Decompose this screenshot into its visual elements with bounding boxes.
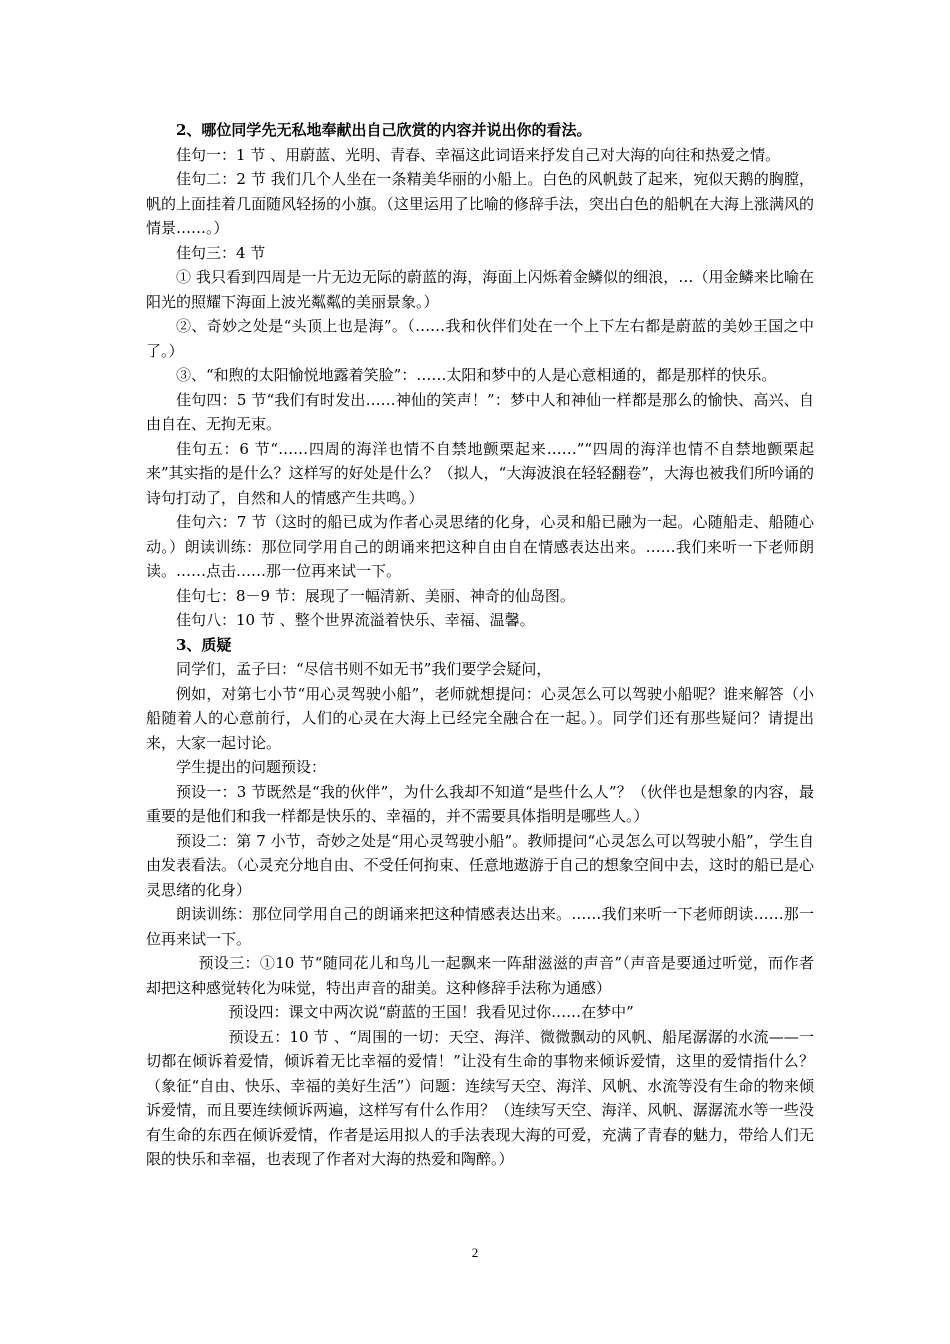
paragraph: 学生提出的问题预设： bbox=[176, 758, 327, 776]
paragraph: 佳句六：7 节（这时的船已成为作者心灵思绪的化身，心灵和船已融为一起。心随船走、船随心动。）朗读训练：那位同学用自己的朗诵来把这种自由自在情感表达出来。……我们来听一下老师朗读。……点击……那一位再来试一下。 bbox=[146, 513, 814, 580]
paragraph: 佳句七：8－9 节：展现了一幅清新、美丽、神奇的仙岛图。 bbox=[176, 586, 575, 605]
paragraph: ③、“和煦的太阳愉悦地露着笑脸”：……太阳和梦中的人是心意相通的，都是那样的快乐。 bbox=[176, 366, 777, 384]
paragraph: 预设二：第 7 小节，奇妙之处是“用心灵驾驶小船”。教师提问“心灵怎么可以驾驶小船”，学生自由发表看法。（心灵充分地自由、不受任何拘束、任意地遨游于自己的想象空间中去，这时的船已是心灵思绪的化身） bbox=[146, 831, 814, 899]
paragraph: 预设三：①10 节“随同花儿和鸟儿一起飘来一阵甜滋滋的声音”（声音是要通过听觉，而作者却把这种感觉转化为味觉，特出声音的甜美。这种修辞手法称为通感） bbox=[146, 954, 814, 997]
paragraph: 佳句五：6 节“……四周的海洋也情不自禁地颤栗起来……”“四周的海洋也情不自禁地颤栗起来”其实指的是什么？这样写的好处是什么？（拟人，“大海波浪在轻轻翻卷”，大海也被我们所吟诵的诗句打动了，自然和人的情感产生共鸣。） bbox=[146, 439, 815, 507]
section-heading-2: 2、哪位同学先无私地奉献出自己欣赏的内容并说出你的看法。 bbox=[176, 121, 592, 139]
page-number: 2 bbox=[471, 1245, 479, 1260]
paragraph: 预设五：10 节 、“周围的一切：天空、海洋、微微飘动的风帆、船尾潺潺的水流——一切都在倾诉着爱情，倾诉着无比幸福的爱情！”让没有生命的事物来倾诉爱情，这里的爱情指什么？（象征“自由、快乐、幸福的美好生活”）问题：连续写天空、海洋、风帆、水流等没有生命的物来倾诉爱情，而且要连续倾诉两遍，这样写有什么作用？（连续写天空、海洋、风帆、潺潺流水等一些没有生命的东西在倾诉爱情，作者是运用拟人的手法表现大海的可爱，充满了青春的魅力，带给人们无限的快乐和幸福，也表现了作者对大海的热爱和陶醉。） bbox=[146, 1027, 814, 1168]
paragraph: 佳句一：1 节 、用蔚蓝、光明、青春、幸福这此词语来抒发自己对大海的向往和热爱之情。 bbox=[176, 145, 781, 164]
paragraph: 佳句八：10 节 、整个世界流溢着快乐、幸福、温馨。 bbox=[176, 611, 535, 629]
paragraph: 同学们，孟子曰：“尽信书则不如无书”我们要学会疑问， bbox=[176, 660, 552, 678]
paragraph: 例如，对第七小节“用心灵驾驶小船”，老师就想提问：心灵怎么可以驾驶小船呢？谁来解答（小船随着人的心意前行，人们的心灵在大海上已经完全融合在一起。）。同学们还有那些疑问？请提出来，大家一起讨论。 bbox=[146, 684, 814, 752]
paragraph: 佳句三：4 节 bbox=[176, 243, 266, 262]
paragraph: 预设一：3 节既然是“我的伙伴”，为什么我却不知道“是些什么人”？（伙伴也是想象的内容，最重要的是他们和我一样都是快乐的、幸福的，并不需要具体指明是哪些人。） bbox=[146, 782, 814, 825]
paragraph: 预设四：课文中两次说“蔚蓝的王国！我看见过你……在梦中” bbox=[228, 1003, 634, 1021]
paragraph: ① 我只看到四周是一片无边无际的蔚蓝的海，海面上闪烁着金鳞似的细浪，…（用金鳞来比喻在阳光的照耀下海面上波光粼粼的美丽景象。） bbox=[146, 268, 814, 311]
paragraph: 佳句二：2 节 我们几个人坐在一条精美华丽的小船上。白色的风帆鼓了起来，宛似天鹅的胸膛，帆的上面挂着几面随风轻扬的小旗。（这里运用了比喻的修辞手法，突出白色的船帆在大海上涨满风的情景……。） bbox=[146, 170, 814, 237]
paragraph: 朗读训练：那位同学用自己的朗诵来把这种情感表达出来。……我们来听一下老师朗读……那一位再来试一下。 bbox=[146, 905, 814, 948]
document-body bbox=[146, 118, 814, 1172]
paragraph: 佳句四：5 节“我们有时发出……神仙的笑声！”：梦中人和神仙一样都是那么的愉快、高兴、自由自在、无拘无束。 bbox=[146, 390, 814, 433]
section-heading-3: 3、质疑 bbox=[176, 635, 232, 654]
paragraph: ②、奇妙之处是“头顶上也是海”。（……我和伙伴们处在一个上下左右都是蔚蓝的美妙王国之中了。） bbox=[146, 317, 814, 360]
